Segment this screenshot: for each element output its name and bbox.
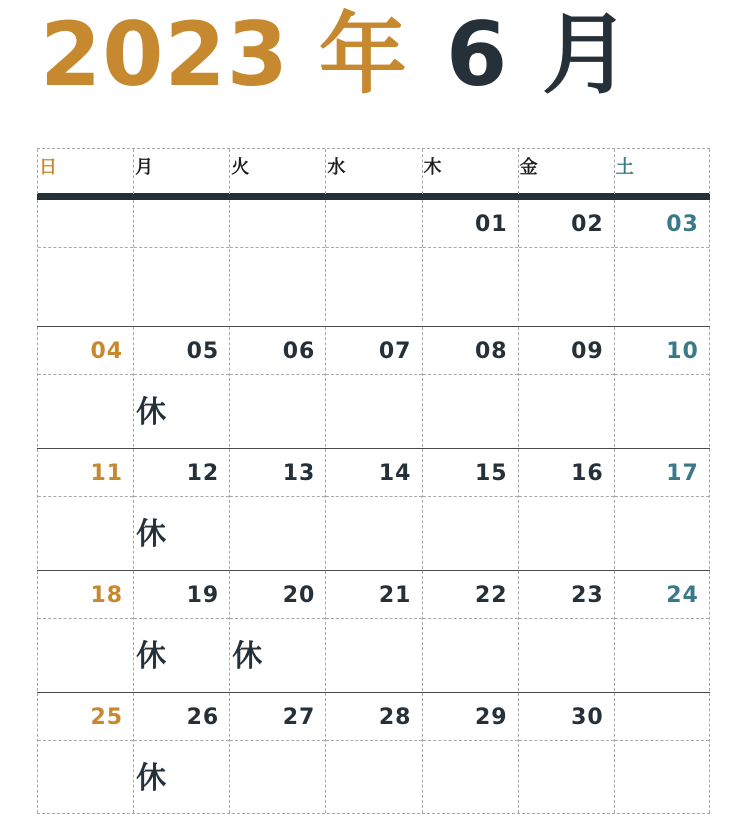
day-number: 07 xyxy=(378,339,412,364)
day-cell[interactable] xyxy=(325,693,421,813)
weekday-tuesday: 火 xyxy=(229,149,325,194)
cell-divider xyxy=(230,496,325,497)
cell-divider xyxy=(519,247,614,248)
day-number: 27 xyxy=(282,705,316,730)
cell-divider xyxy=(134,618,229,619)
week-row-1 xyxy=(37,200,710,321)
day-cell[interactable] xyxy=(229,200,325,321)
day-cell[interactable] xyxy=(229,571,325,691)
cell-divider xyxy=(326,740,421,741)
day-number: 21 xyxy=(378,583,412,608)
day-cell[interactable] xyxy=(325,200,421,321)
cell-divider xyxy=(134,740,229,741)
cell-divider xyxy=(615,496,709,497)
day-cell[interactable] xyxy=(518,449,614,569)
day-cell[interactable] xyxy=(422,200,518,321)
day-number: 23 xyxy=(571,583,604,608)
day-number: 14 xyxy=(378,461,412,486)
weekday-saturday: 土 xyxy=(614,149,710,194)
cell-divider xyxy=(38,618,133,619)
week-row-3 xyxy=(37,448,710,569)
week-row-5 xyxy=(37,692,710,813)
weekday-wednesday: 水 xyxy=(325,149,421,194)
day-number: 13 xyxy=(282,461,316,486)
cell-divider xyxy=(134,374,229,375)
day-number: 02 xyxy=(571,212,604,237)
day-cell[interactable] xyxy=(325,327,421,447)
day-cell[interactable] xyxy=(614,693,710,813)
cell-divider xyxy=(423,496,518,497)
day-cell[interactable] xyxy=(229,449,325,569)
day-cell[interactable] xyxy=(422,449,518,569)
day-cell[interactable] xyxy=(614,327,710,447)
day-number: 06 xyxy=(282,339,316,364)
day-number: 08 xyxy=(475,339,508,364)
week-row-4 xyxy=(37,570,710,691)
weekday-sunday: 日 xyxy=(37,149,133,194)
day-number: 25 xyxy=(90,705,124,730)
day-note: 休 xyxy=(136,517,167,552)
grid-bottom-line xyxy=(37,813,710,814)
day-number: 29 xyxy=(475,705,508,730)
day-cell[interactable] xyxy=(37,327,133,447)
cell-divider xyxy=(230,740,325,741)
weekday-header-row xyxy=(37,148,710,200)
day-cell[interactable] xyxy=(422,693,518,813)
cell-divider xyxy=(134,247,229,248)
weekday-friday: 金 xyxy=(518,149,614,194)
cell-divider xyxy=(326,618,421,619)
day-number: 22 xyxy=(475,583,508,608)
day-cell[interactable] xyxy=(229,327,325,447)
title-month-unit: 月 xyxy=(542,3,632,106)
day-cell[interactable] xyxy=(518,200,614,321)
day-cell[interactable] xyxy=(133,693,229,813)
day-cell[interactable] xyxy=(614,200,710,321)
day-cell[interactable] xyxy=(518,571,614,691)
cell-divider xyxy=(519,618,614,619)
cell-divider xyxy=(326,247,421,248)
day-cell[interactable] xyxy=(518,693,614,813)
calendar-title xyxy=(40,0,631,110)
cell-divider xyxy=(38,496,133,497)
title-year: 2023 xyxy=(40,3,289,106)
day-number: 20 xyxy=(282,583,316,608)
day-number: 17 xyxy=(666,461,699,486)
cell-divider xyxy=(615,374,709,375)
day-cell[interactable] xyxy=(37,693,133,813)
day-number: 03 xyxy=(666,212,699,237)
day-note: 休 xyxy=(136,639,167,674)
cell-divider xyxy=(423,247,518,248)
day-cell[interactable] xyxy=(422,327,518,447)
cell-divider xyxy=(230,618,325,619)
cell-divider xyxy=(326,496,421,497)
day-cell[interactable] xyxy=(229,693,325,813)
day-cell[interactable] xyxy=(325,449,421,569)
cell-divider xyxy=(230,247,325,248)
day-number: 10 xyxy=(666,339,699,364)
day-note: 休 xyxy=(232,639,263,674)
cell-divider xyxy=(134,496,229,497)
cell-divider xyxy=(326,374,421,375)
cell-divider xyxy=(519,496,614,497)
day-number: 26 xyxy=(186,705,220,730)
day-cell[interactable] xyxy=(133,200,229,321)
cell-divider xyxy=(38,740,133,741)
weekday-monday: 月 xyxy=(133,149,229,194)
calendar-grid xyxy=(37,148,710,814)
cell-divider xyxy=(615,247,709,248)
day-number: 28 xyxy=(378,705,412,730)
day-number: 09 xyxy=(571,339,604,364)
day-number: 30 xyxy=(571,705,604,730)
day-cell[interactable] xyxy=(518,327,614,447)
title-year-unit: 年 xyxy=(318,3,408,106)
day-cell[interactable] xyxy=(37,571,133,691)
cell-divider xyxy=(615,740,709,741)
cell-divider xyxy=(519,740,614,741)
day-cell[interactable] xyxy=(614,571,710,691)
cell-divider xyxy=(38,374,133,375)
day-number: 24 xyxy=(666,583,699,608)
cell-divider xyxy=(38,247,133,248)
day-cell[interactable] xyxy=(325,571,421,691)
day-number: 11 xyxy=(90,461,124,486)
day-cell[interactable] xyxy=(422,571,518,691)
weekday-thursday: 木 xyxy=(422,149,518,194)
cell-divider xyxy=(230,374,325,375)
day-cell[interactable] xyxy=(614,449,710,569)
day-number: 16 xyxy=(571,461,604,486)
cell-divider xyxy=(423,374,518,375)
day-note: 休 xyxy=(136,761,167,796)
day-cell[interactable] xyxy=(37,449,133,569)
cell-divider xyxy=(615,618,709,619)
day-number: 05 xyxy=(186,339,220,364)
day-number: 01 xyxy=(475,212,508,237)
day-cell[interactable] xyxy=(37,200,133,321)
day-number: 19 xyxy=(186,583,220,608)
day-cell[interactable] xyxy=(133,449,229,569)
cell-divider xyxy=(423,618,518,619)
day-number: 15 xyxy=(475,461,508,486)
day-number: 04 xyxy=(90,339,124,364)
day-number: 12 xyxy=(186,461,220,486)
day-cell[interactable] xyxy=(133,571,229,691)
day-note: 休 xyxy=(136,395,167,430)
cell-divider xyxy=(423,740,518,741)
day-cell[interactable] xyxy=(133,327,229,447)
week-row-2 xyxy=(37,326,710,447)
cell-divider xyxy=(519,374,614,375)
title-month: 6 xyxy=(445,3,509,106)
day-number: 18 xyxy=(90,583,124,608)
